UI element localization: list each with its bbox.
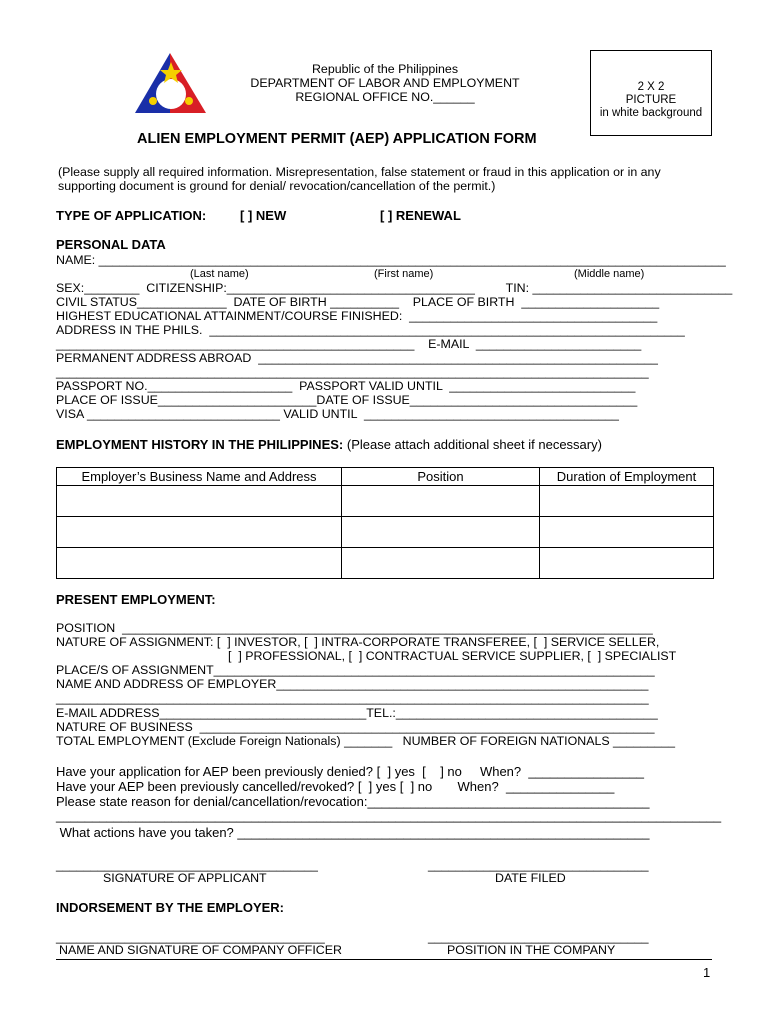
column-header-position: Position — [342, 468, 540, 486]
date-filed-line[interactable]: ________________________________ — [428, 858, 649, 872]
picture-box-label: PICTURE — [625, 94, 677, 106]
permanent-address-line-2[interactable]: ______________________________________________________________________________________ — [56, 365, 649, 379]
table-cell[interactable] — [57, 548, 342, 579]
passport-field[interactable]: PASSPORT NO._____________________ PASSPORT VALID UNTIL ___________________________ — [56, 379, 636, 393]
column-header-duration: Duration of Employment — [540, 468, 714, 486]
indorsement-heading: INDORSEMENT BY THE EMPLOYER: — [56, 900, 285, 915]
reason-field-line-2[interactable]: ____________________________________________________________________________________________ — [56, 808, 722, 823]
employer-address-field[interactable]: NAME AND ADDRESS OF EMPLOYER______________________________________________________ — [56, 677, 649, 691]
first-name-caption: (First name) — [374, 268, 434, 280]
table-cell[interactable] — [540, 517, 714, 548]
education-field[interactable]: HIGHEST EDUCATIONAL ATTAINMENT/COURSE FINISHED: ____________________________________ — [56, 309, 658, 323]
applicant-signature-label: SIGNATURE OF APPLICANT — [103, 871, 267, 885]
nature-of-assignment-line-2[interactable]: [ ] PROFESSIONAL, [ ] CONTRACTUAL SERVICE SUPPLIER, [ ] SPECIALIST — [228, 649, 677, 663]
email-field[interactable]: ____________________________________________________ E-MAIL ________________________ — [56, 337, 642, 351]
picture-box — [590, 50, 712, 136]
form-title: ALIEN EMPLOYMENT PERMIT (AEP) APPLICATION FORM — [137, 131, 537, 147]
header-department: DEPARTMENT OF LABOR AND EMPLOYMENT — [250, 76, 520, 90]
email-tel-field[interactable]: E-MAIL ADDRESS______________________________TEL.:______________________________________ — [56, 706, 658, 720]
previously-cancelled-question[interactable]: Have your AEP been previously cancelled/revoked? [ ] yes [ ] no When? _______________ — [56, 779, 615, 794]
table-cell[interactable] — [342, 486, 540, 517]
present-employment-heading: PRESENT EMPLOYMENT: — [56, 592, 216, 607]
employment-history-heading: EMPLOYMENT HISTORY IN THE PHILIPPINES: (Please attach additional sheet if necessary) — [56, 437, 602, 452]
name-field[interactable]: NAME: ___________________________________________________________________________________________ — [56, 253, 726, 267]
footer-divider — [56, 959, 712, 960]
intro-line-2: supporting document is ground for denial/ revocation/cancellation of the permit.) — [58, 179, 496, 193]
date-filed-label: DATE FILED — [495, 871, 566, 885]
applicant-signature-line[interactable]: ______________________________________ — [56, 858, 318, 872]
intro-line-1: (Please supply all required information. Misrepresentation, false statement or fraud in this application or in any — [58, 165, 661, 179]
previously-denied-question[interactable]: Have your application for AEP been previously denied? [ ] yes [ ] no When? ________________ — [56, 764, 645, 779]
company-officer-label: NAME AND SIGNATURE OF COMPANY OFFICER — [59, 943, 342, 957]
column-header-employer: Employer’s Business Name and Address — [57, 468, 342, 486]
type-of-application-label: TYPE OF APPLICATION: — [56, 208, 207, 223]
page-number: 1 — [703, 965, 711, 980]
reason-field[interactable]: Please state reason for denial/cancellation/revocation:_______________________________________ — [56, 794, 650, 809]
position-field[interactable]: POSITION _____________________________________________________________________________ — [56, 621, 653, 635]
table-cell[interactable] — [57, 486, 342, 517]
employer-address-line-2[interactable]: ______________________________________________________________________________________ — [56, 691, 649, 705]
middle-name-caption: (Middle name) — [574, 268, 645, 280]
table-cell[interactable] — [540, 486, 714, 517]
picture-box-note: in white background — [599, 107, 703, 119]
total-employment-field[interactable]: TOTAL EMPLOYMENT (Exclude Foreign Nationals) _______ NUMBER OF FOREIGN NATIONALS _________ — [56, 734, 676, 748]
last-name-caption: (Last name) — [190, 268, 249, 280]
company-officer-line[interactable]: _______________________________________ — [56, 930, 325, 944]
table-cell[interactable] — [57, 517, 342, 548]
renewal-checkbox[interactable]: [ ] RENEWAL — [380, 208, 461, 223]
header-republic: Republic of the Philippines — [311, 62, 459, 76]
company-position-label: POSITION IN THE COMPANY — [447, 943, 616, 957]
civil-status-birth-field[interactable]: CIVIL STATUS_____________ DATE OF BIRTH __________ PLACE OF BIRTH ____________________ — [56, 295, 660, 309]
table-header-row — [57, 468, 714, 486]
places-of-assignment-field[interactable]: PLACE/S OF ASSIGNMENT________________________________________________________________ — [56, 663, 655, 677]
header-regional-office: REGIONAL OFFICE NO.______ — [295, 90, 475, 104]
actions-taken-field[interactable]: What actions have you taken? _________________________________________________________ — [56, 825, 650, 840]
dole-logo-icon — [133, 52, 208, 114]
table-row — [57, 548, 714, 579]
table-cell[interactable] — [342, 548, 540, 579]
employment-history-table — [56, 467, 714, 579]
nature-of-assignment-field[interactable]: NATURE OF ASSIGNMENT: [ ] INVESTOR, [ ] INTRA-CORPORATE TRANSFEREE, [ ] SERVICE SELLER, — [56, 635, 660, 649]
picture-box-size: 2 X 2 — [637, 81, 665, 93]
visa-field[interactable]: VISA ____________________________ VALID UNTIL _____________________________________ — [56, 407, 619, 421]
table-row — [57, 486, 714, 517]
place-date-issue-field[interactable]: PLACE OF ISSUE_______________________DATE OF ISSUE_________________________________ — [56, 393, 638, 407]
nature-of-business-field[interactable]: NATURE OF BUSINESS __________________________________________________________________ — [56, 720, 655, 734]
permanent-address-field[interactable]: PERMANENT ADDRESS ABROAD __________________________________________________________ — [56, 351, 658, 365]
table-cell[interactable] — [342, 517, 540, 548]
sex-citizenship-tin-field[interactable]: SEX:________ CITIZENSHIP:____________________________________ TIN: _____________________________ — [56, 281, 733, 295]
new-checkbox[interactable]: [ ] NEW — [240, 208, 287, 223]
personal-data-heading: PERSONAL DATA — [56, 237, 166, 252]
company-position-line[interactable]: ________________________________ — [428, 930, 649, 944]
address-phils-field[interactable]: ADDRESS IN THE PHILS. _____________________________________________________________________ — [56, 323, 685, 337]
table-row — [57, 517, 714, 548]
table-cell[interactable] — [540, 548, 714, 579]
